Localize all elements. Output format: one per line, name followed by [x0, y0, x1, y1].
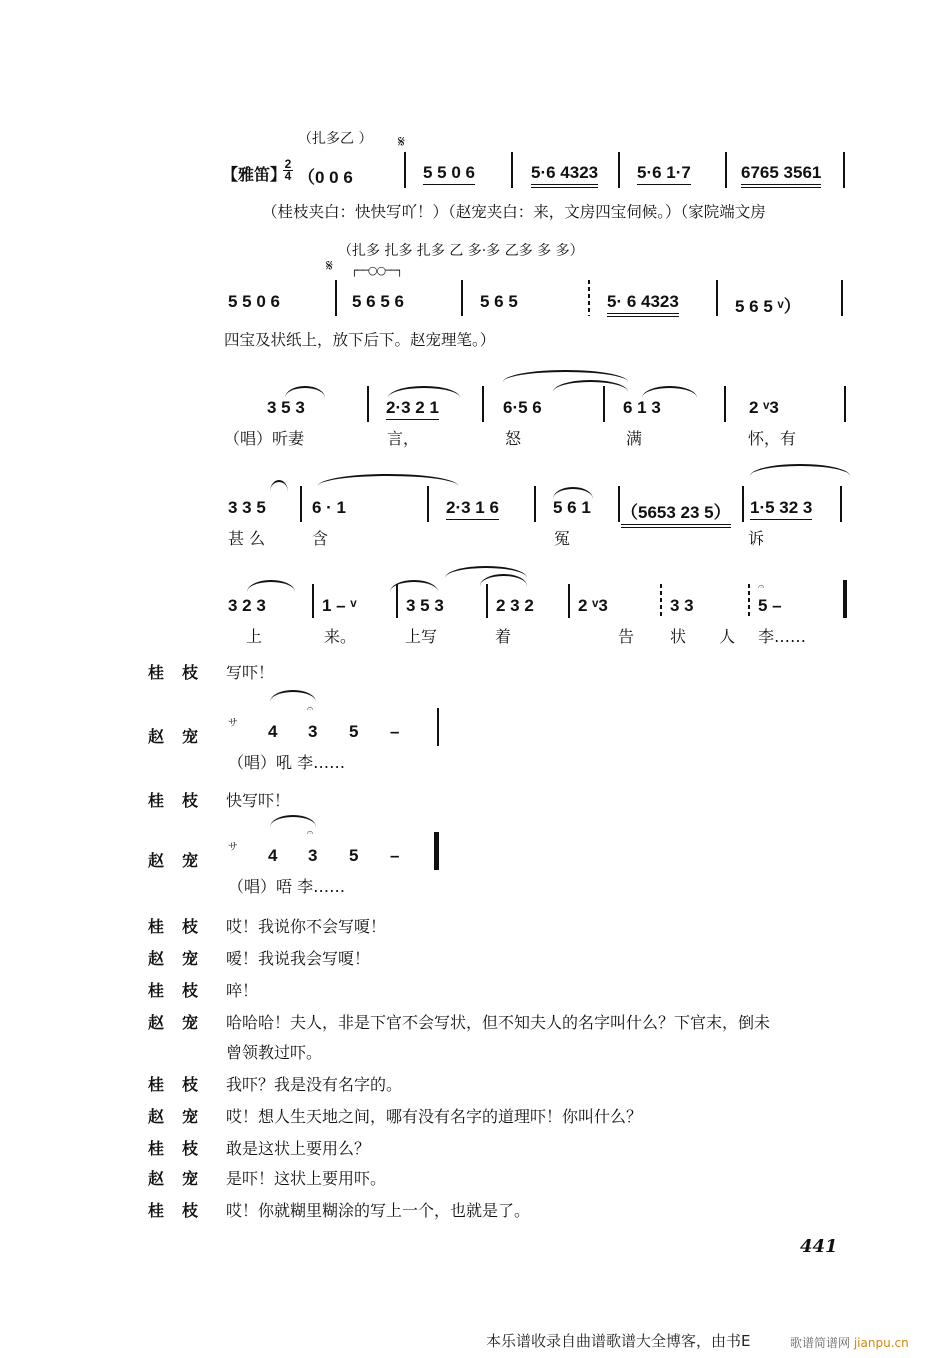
watermark-text: 歌谱简谱网 — [790, 1336, 851, 1350]
percussion-cue: （扎多乙 ） — [298, 131, 373, 147]
dialogue-line: 啐！ — [226, 981, 259, 1000]
slur — [270, 690, 316, 702]
final-barline — [434, 832, 439, 870]
barline — [844, 386, 846, 422]
slur — [388, 386, 460, 398]
segno-icon: 𝄋 — [398, 132, 405, 151]
speaker-label: 桂枝 — [148, 981, 217, 1000]
barline — [486, 584, 488, 618]
dialogue-line: 嗳！我说我会写嗄！ — [226, 949, 371, 968]
barline — [748, 584, 750, 618]
note: 4 — [268, 846, 278, 865]
source-note: 本乐谱收录自曲谱歌谱大全博客，由书E — [486, 1332, 751, 1350]
measure: 3 5 3 — [406, 596, 444, 615]
barline — [660, 584, 662, 618]
barline — [603, 386, 605, 422]
time-sig-bottom: 4 — [284, 169, 292, 183]
note: 5 — [349, 722, 359, 741]
note: 3 — [308, 722, 318, 741]
final-barline — [843, 580, 847, 618]
barline — [335, 280, 337, 316]
speaker-label: 赵宠 — [148, 727, 217, 746]
barline — [841, 280, 843, 316]
speaker-label: 桂枝 — [148, 917, 217, 936]
slur — [503, 370, 628, 382]
watermark-url: jianpu.cn — [853, 1336, 909, 1350]
measure: 5 – — [758, 596, 782, 615]
measure: 5 6 5 6 — [352, 292, 404, 311]
lyric: 上写 — [405, 627, 438, 646]
lyric: 诉 — [748, 529, 765, 548]
speaker-label: 赵宠 — [148, 1107, 217, 1126]
barline — [534, 486, 536, 522]
barline — [742, 486, 744, 522]
measure: 3 5 3 — [267, 398, 305, 417]
dialogue-line: 写吓！ — [226, 663, 275, 682]
lyric: 冤 — [554, 529, 571, 548]
slur — [642, 386, 697, 398]
barline — [618, 486, 620, 522]
barline — [725, 152, 727, 188]
barline — [588, 280, 590, 316]
note: – — [390, 846, 400, 865]
dialogue-line: 哎！想人生天地之间，哪有没有名字的道理吓！你叫什么？ — [226, 1107, 643, 1126]
measure: 6 1 3 — [623, 398, 661, 417]
note: 5 — [349, 846, 359, 865]
measure: 2·3 2 1 — [386, 398, 439, 420]
lyric: （唱）听妻 — [224, 429, 305, 448]
speaker-label: 桂枝 — [148, 1139, 217, 1158]
barline — [404, 152, 406, 188]
speaker-label: 桂枝 — [148, 663, 217, 682]
speaker-label: 赵宠 — [148, 1169, 217, 1188]
dialogue-line: 快写吓！ — [226, 791, 291, 810]
dialogue-line: 敢是这状上要用么？ — [226, 1139, 371, 1158]
measure: 5·6 4323 — [531, 163, 598, 188]
barline — [396, 584, 398, 618]
free-meter-mark: サ — [228, 842, 238, 853]
measure: 3 2 3 — [228, 596, 266, 615]
lyric: 含 — [312, 529, 329, 548]
speaker-label: 赵宠 — [148, 949, 217, 968]
slur — [318, 474, 458, 486]
lyric: 状 人 — [670, 627, 750, 646]
percussion-cue: （扎多 扎多 扎多 乙 多·多 乙多 多 多） — [338, 243, 584, 259]
lyric: （唱）吼 李…… — [228, 753, 346, 772]
dialogue-line: 哎！你就糊里糊涂的写上一个，也就是了。 — [226, 1201, 531, 1220]
speaker-label: 桂枝 — [148, 1075, 217, 1094]
barline — [843, 152, 845, 188]
barline — [300, 486, 302, 522]
free-meter-mark: サ — [228, 718, 238, 729]
note: 3 — [308, 846, 318, 865]
lyric: 言， — [387, 429, 420, 448]
lyric: 来。 — [324, 627, 357, 646]
dialogue-line: 哈哈哈！夫人，非是下官不会写状，但不知夫人的名字叫什么？下官末，倒未 — [226, 1013, 771, 1032]
measure: 2 ᵛ3 — [749, 398, 779, 417]
fermata-icon: 𝄐 — [758, 580, 765, 593]
lyric: （唱）唔 李…… — [228, 877, 346, 896]
segno-icon: 𝄋 — [326, 256, 333, 275]
lyric: 怒 — [505, 429, 522, 448]
barline — [367, 386, 369, 422]
measure: 6765 3561 — [741, 163, 821, 188]
measure: 5 6 5 ᵛ） — [735, 297, 801, 316]
spoken-aside: （桂枝夹白：快快写吖！）（赵宠夹白：来，文房四宝伺候。）（家院端文房 — [262, 203, 766, 221]
measure: 5 6 1 — [553, 498, 591, 517]
lyric: 着 — [495, 627, 512, 646]
speaker-label: 桂枝 — [148, 791, 217, 810]
site-watermark — [790, 1334, 909, 1351]
measure: 5·6 1·7 — [637, 163, 691, 185]
page-number: 441 — [800, 1236, 838, 1257]
barline — [568, 584, 570, 618]
time-sig-top: 2 — [284, 157, 292, 171]
lyric: 甚 么 — [228, 529, 266, 548]
dialogue-line: 我吓？我是没有名字的。 — [226, 1075, 403, 1094]
instrument-label: 【雅笛】 — [222, 165, 287, 184]
barline — [427, 486, 429, 522]
tremolo-mark: ┌──○○──┐ — [351, 264, 402, 277]
barline — [437, 708, 439, 746]
slur — [285, 386, 325, 398]
slur — [750, 464, 850, 476]
lyric: 怀，有 — [748, 429, 797, 448]
spoken-aside: 四宝及状纸上，放下后下。赵宠理笔。） — [224, 331, 496, 349]
lyric: 告 — [618, 627, 635, 646]
measure: 5 5 0 6 — [228, 292, 280, 311]
speaker-label: 赵宠 — [148, 851, 217, 870]
lyric: 李…… — [758, 627, 807, 646]
measure: 1 – ᵛ — [322, 596, 357, 615]
measure: 2 ᵛ3 — [578, 596, 608, 615]
barline — [312, 584, 314, 618]
lyric: 上 — [246, 627, 263, 646]
measure: 5 5 0 6 — [423, 163, 475, 185]
slur — [270, 480, 288, 492]
barline — [511, 152, 513, 188]
measure: 1·5 32 3 — [750, 498, 812, 520]
barline — [461, 280, 463, 316]
speaker-label: 赵宠 — [148, 1013, 217, 1032]
measure: （0 0 6 — [298, 168, 353, 187]
note: – — [390, 722, 400, 741]
dialogue-line: 是吓！这状上要用吓。 — [226, 1169, 387, 1188]
fermata-icon: 𝄐 — [307, 702, 314, 715]
measure: 3 3 — [670, 596, 694, 615]
lyric: 满 — [626, 429, 643, 448]
slur — [247, 580, 295, 592]
dialogue-line: 哎！我说你不会写嗄！ — [226, 917, 387, 936]
measure: （5653 23 5） — [621, 498, 731, 528]
fermata-icon: 𝄐 — [307, 826, 314, 839]
barline — [724, 386, 726, 422]
speaker-label: 桂枝 — [148, 1201, 217, 1220]
note: 4 — [268, 722, 278, 741]
barline — [840, 486, 842, 522]
measure: 6·5 6 — [503, 398, 542, 417]
measure: 2·3 1 6 — [446, 498, 499, 520]
measure: 5· 6 4323 — [607, 292, 679, 317]
barline — [618, 152, 620, 188]
dialogue-line-continued: 曾领教过吓。 — [226, 1043, 323, 1062]
time-signature — [283, 159, 293, 182]
measure: 5 6 5 — [480, 292, 518, 311]
barline — [716, 280, 718, 316]
barline — [482, 386, 484, 422]
measure: 2 3 2 — [496, 596, 534, 615]
measure: 6 · 1 — [312, 498, 347, 517]
measure: 3 3 5 — [228, 498, 266, 517]
